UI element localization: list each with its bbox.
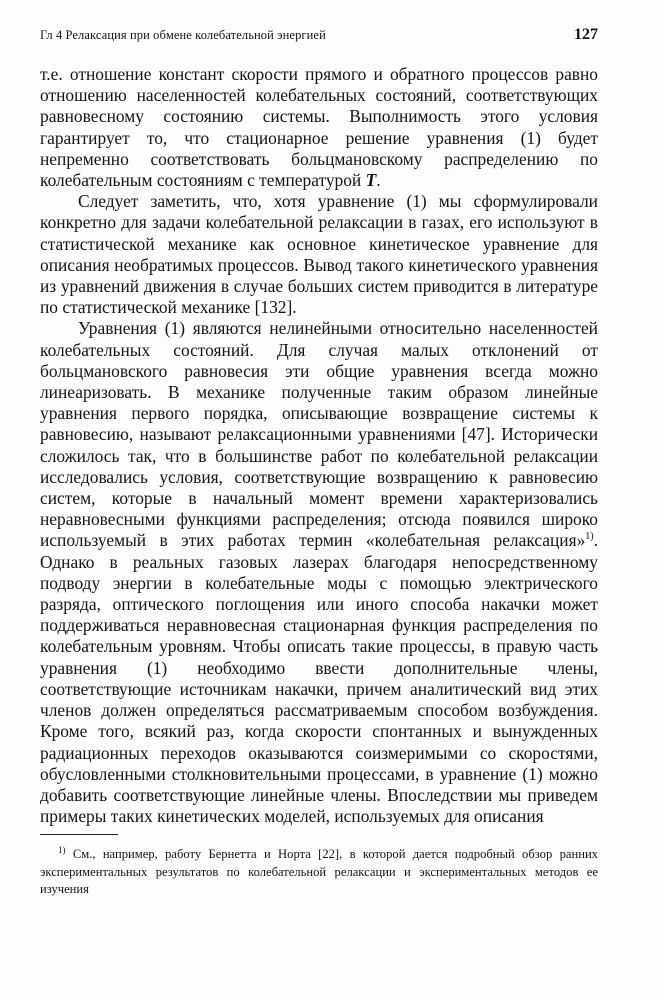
temperature-variable: T [365, 170, 377, 191]
paragraph-3-text-before: Уравнения (1) являются нелинейными относительно населенностей колебательных состояний. Для случая малых отклонений от больцмановского равновесия эти общие уравнения всегда можно линеаризовать. В механике полученные таким образом линейные уравнения первого порядка, описывающие возвращение системы к равновесию, называют релаксационными уравнениями [47]. Исторически сложилось так, что в большинстве работ по колебательной релаксации исследовались условия, соответствующие возвращению к равновесию систем, которые в начальный момент времени характеризовались неравновесными функциями распределения; отсюда появился широко используемый в этих работах термин «колебательная релаксация» [40, 318, 598, 551]
chapter-title: Гл 4 Релаксация при обмене колебательной энергией [40, 28, 326, 42]
paragraph-3 [40, 318, 598, 827]
body-text [40, 64, 598, 827]
footnote [40, 846, 598, 899]
page-number: 127 [574, 26, 598, 43]
paragraph-1-text: т.е. отношение констант скорости прямого и обратного процессов равно отношению населенностей колебательных состояний, соответствующих равновесному состоянию системы. Выполнимость этого условия гарантирует то, что стационарное решение уравнения (1) будет непременно соответствовать больцмановскому распределению по колебательным состояниям с температурой [40, 64, 598, 191]
paragraph-2: Следует заметить, что, хотя уравнение (1) мы сформулировали конкретно для задачи колебательной релаксации в газах, его используют в статистической механике как основное кинетическое уравнение для описания необратимых процессов. Вывод такого кинетического уравнения из уравнений движения в случае больших систем приводится в литературе по статистической механике [132]. [40, 191, 598, 318]
paragraph-1-tail: . [376, 170, 381, 191]
paragraph-3-text-after: . Однако в реальных газовых лазерах благодаря непосредственному подводу энергии в колебательные моды с помощью электрического разряда, оптического поглощения или иного способа накачки может поддерживаться неравновесная стационарная функция распределения по колебательным уровням. Чтобы описать такие процессы, в правую часть уравнения (1) необходимо ввести дополнительные члены, соответствующие источникам накачки, причем аналитический вид этих членов должен определяться рассматриваемым способом возбуждения. Кроме того, всякий раз, когда скорости спонтанных и вынужденных радиационных переходов оказываются соизмеримыми со скоростями, обусловленными столкновительными процессами, в уравнение (1) можно добавить соответствующие линейные члены. Впоследствии мы приведем примеры таких кинетических моделей, используемых для описания [40, 530, 598, 827]
footnote-divider [40, 834, 118, 835]
footnote-reference[interactable]: 1) [585, 531, 594, 543]
footnote-marker: 1) [58, 844, 66, 855]
footnote-text: См., например, работу Бернетта и Норта [22], в которой дается подробный обзор ранних экспериментальных результатов по колебательной релаксации и экспериментальных методов ее изучения [40, 847, 598, 897]
paragraph-1 [40, 64, 598, 191]
running-head [40, 26, 598, 46]
